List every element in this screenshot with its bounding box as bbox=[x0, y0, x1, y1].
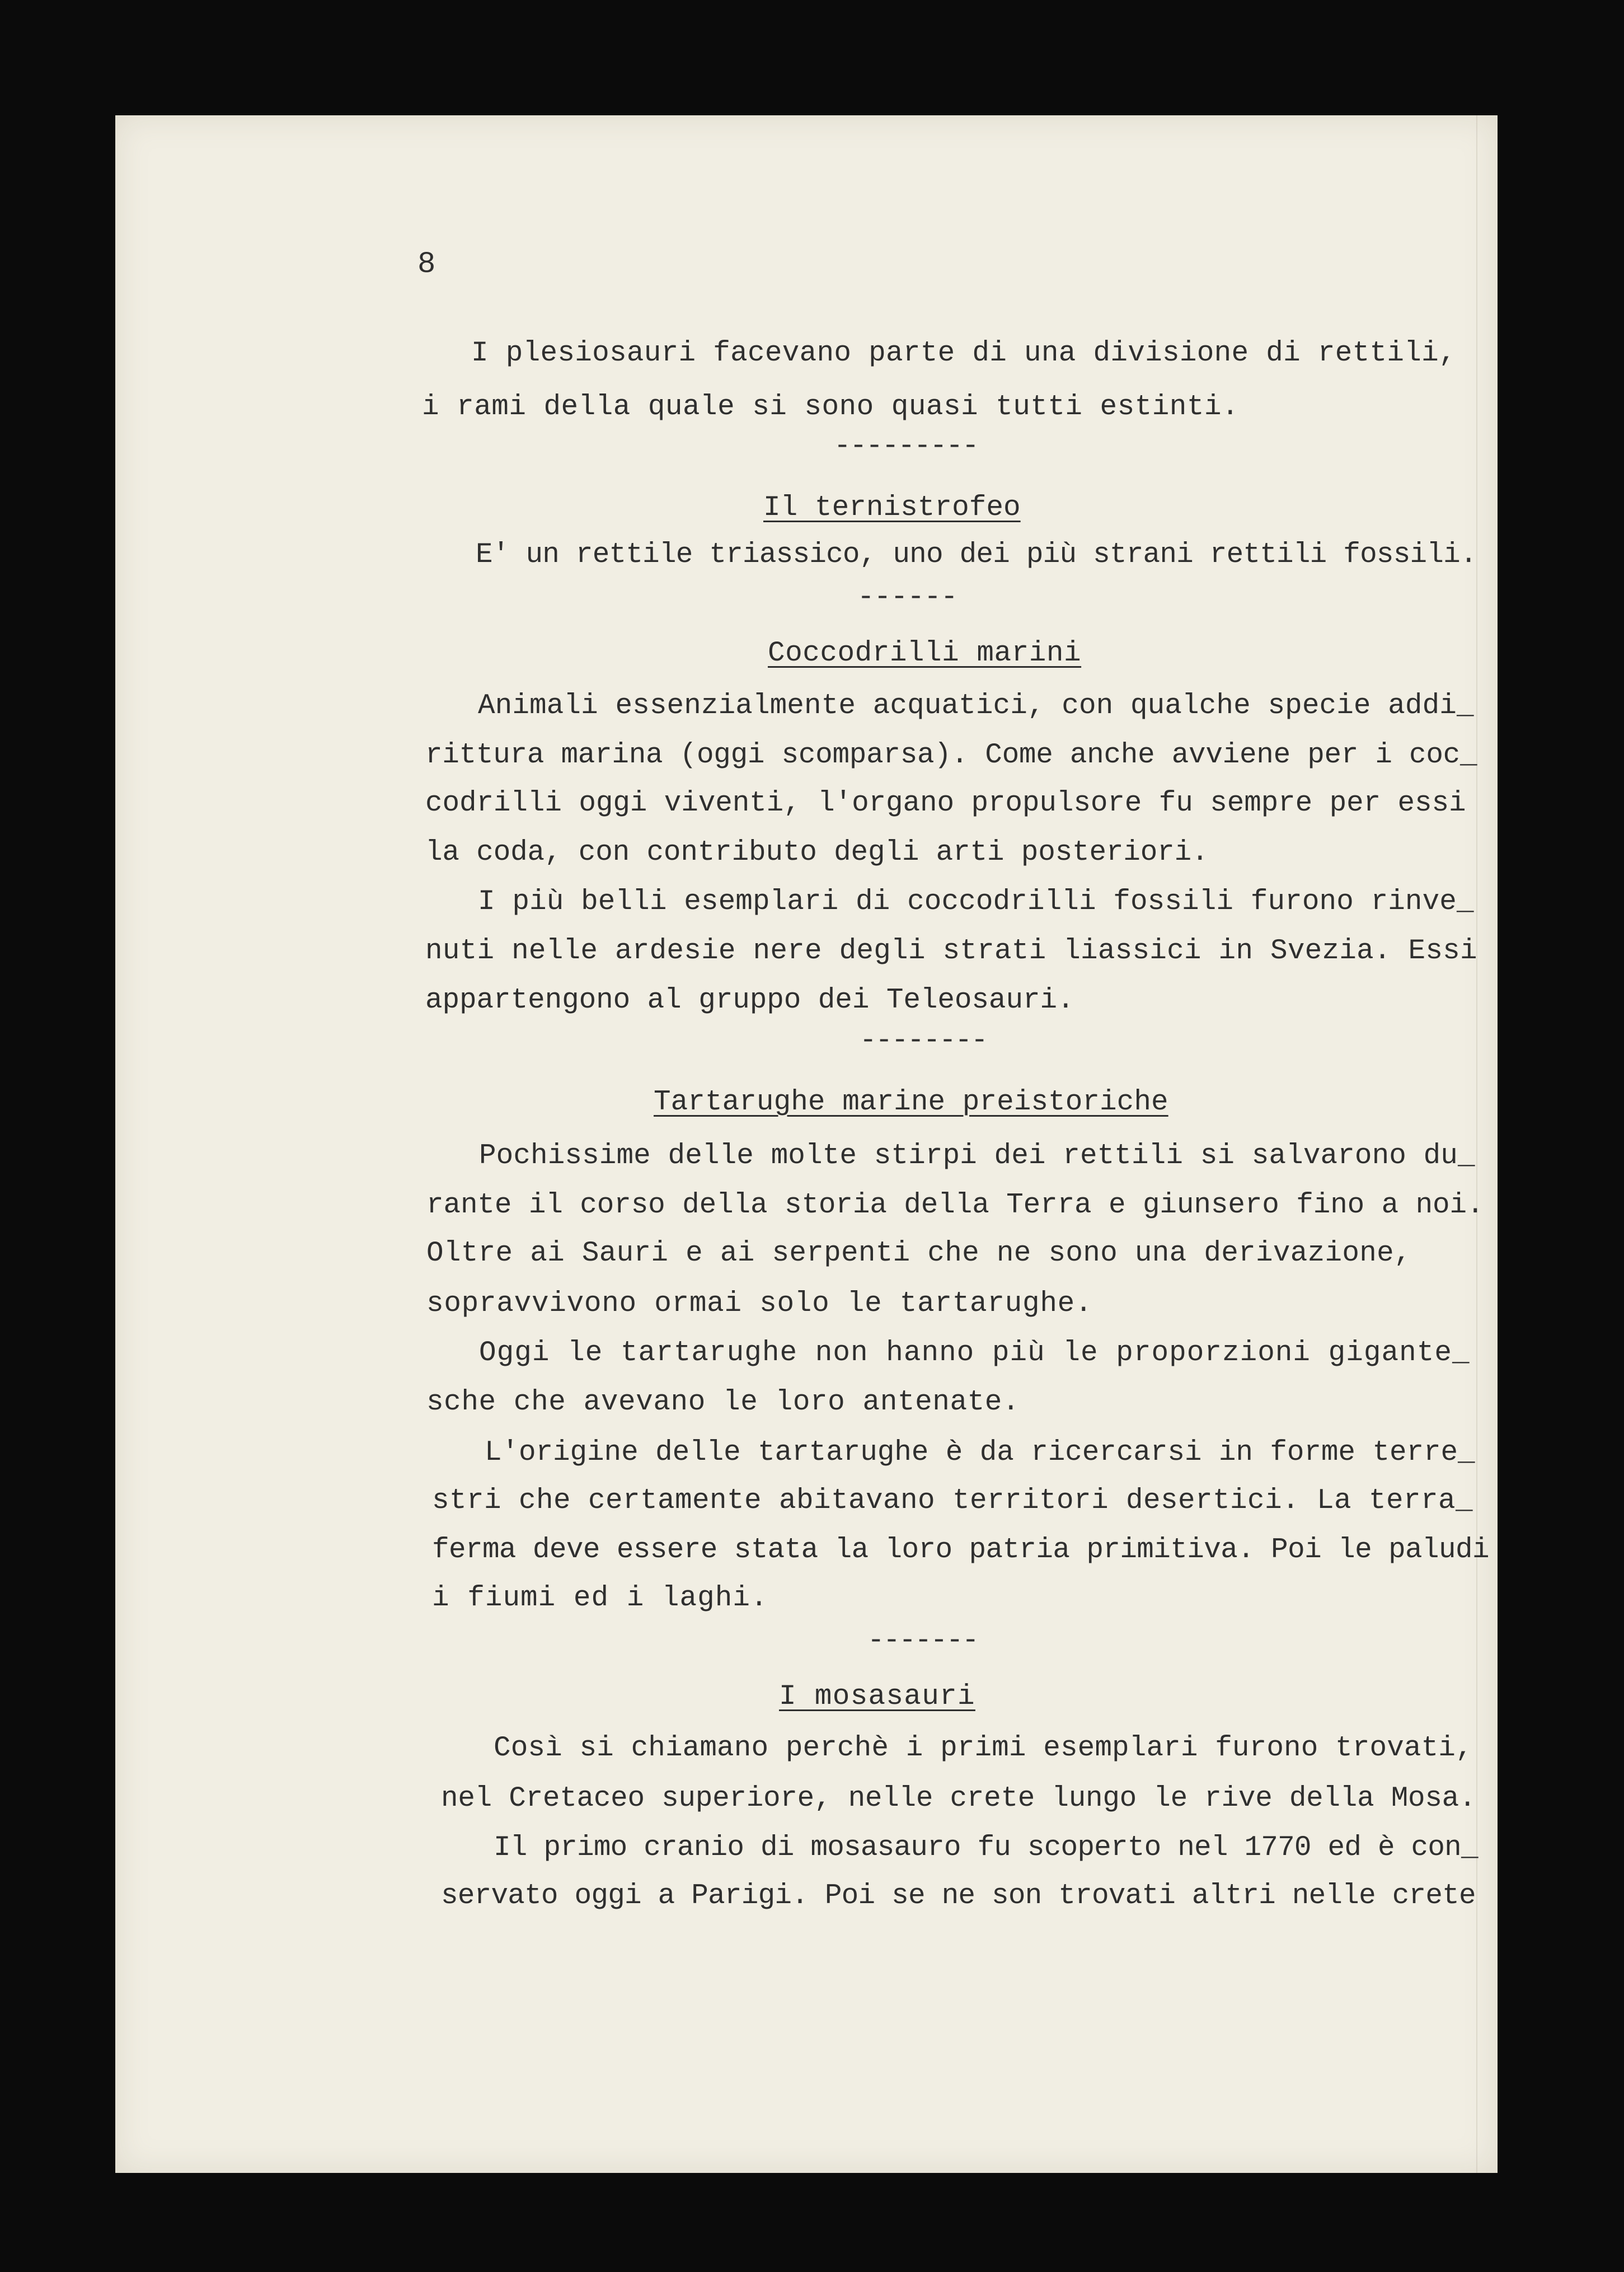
text-line: appartengono al gruppo dei Teleosauri. bbox=[425, 985, 1074, 1016]
text-line: I plesiosauri facevano parte di una divisione di rettili, bbox=[471, 338, 1456, 369]
divider: --------- bbox=[834, 430, 978, 462]
text-line: Oggi le tartarughe non hanno più le proporzioni gigante_ bbox=[479, 1337, 1470, 1369]
divider: -------- bbox=[860, 1025, 987, 1057]
text-line: Così si chiamano perchè i primi esemplari furono trovati, bbox=[494, 1732, 1473, 1764]
typewritten-page bbox=[115, 115, 1498, 2173]
text-line: ferma deve essere stata la loro patria primitiva. Poi le paludi bbox=[432, 1534, 1489, 1566]
text-line: nuti nelle ardesie nere degli strati liassici in Svezia. Essi bbox=[425, 935, 1477, 967]
text-line: rante il corso della storia della Terra e giunsero fino a noi. bbox=[426, 1189, 1484, 1221]
text-line: rittura marina (oggi scomparsa). Come anche avviene per i coc_ bbox=[425, 739, 1477, 771]
text-line: sopravvivono ormai solo le tartarughe. bbox=[426, 1288, 1093, 1320]
text-line: servato oggi a Parigi. Poi se ne son trovati altri nelle crete bbox=[441, 1880, 1476, 1912]
text-line: codrilli oggi viventi, l'organo propulsore fu sempre per essi bbox=[425, 788, 1466, 819]
text-line: stri che certamente abitavano territori desertici. La terra_ bbox=[432, 1485, 1473, 1517]
text-line: i fiumi ed i laghi. bbox=[432, 1582, 768, 1614]
text-line: Animali essenzialmente acquatici, con qualche specie addi_ bbox=[478, 690, 1474, 722]
text-line: i rami della quale si sono quasi tutti estinti. bbox=[422, 391, 1240, 423]
page-number: 8 bbox=[417, 247, 436, 282]
text-line: I più belli esemplari di coccodrilli fossili furono rinve_ bbox=[478, 886, 1474, 918]
text-line: nel Cretaceo superiore, nelle crete lungo le rive della Mosa. bbox=[441, 1783, 1476, 1815]
divider: ------ bbox=[857, 582, 957, 613]
text-line: E' un rettile triassico, uno dei più strani rettili fossili. bbox=[476, 539, 1477, 571]
section-heading-mosasauri: I mosasauri bbox=[779, 1681, 975, 1713]
divider: ------- bbox=[867, 1625, 978, 1657]
paper-edge-shadow bbox=[1476, 115, 1477, 2173]
text-line: Pochissime delle molte stirpi dei rettili si salvarono du_ bbox=[479, 1140, 1475, 1172]
section-heading-ternistrofeo: Il ternistrofeo bbox=[763, 492, 1021, 524]
text-line: Oltre ai Sauri e ai serpenti che ne sono una derivazione, bbox=[426, 1238, 1411, 1269]
section-heading-coccodrilli-marini: Coccodrilli marini bbox=[768, 638, 1082, 669]
text-line: sche che avevano le loro antenate. bbox=[426, 1386, 1020, 1418]
section-heading-tartarughe: Tartarughe marine preistoriche bbox=[654, 1086, 1168, 1118]
text-line: L'origine delle tartarughe è da ricercarsi in forme terre_ bbox=[485, 1437, 1475, 1469]
text-line: la coda, con contributo degli arti posteriori. bbox=[425, 837, 1209, 869]
text-line: Il primo cranio di mosasauro fu scoperto nel 1770 ed è con_ bbox=[494, 1832, 1478, 1864]
